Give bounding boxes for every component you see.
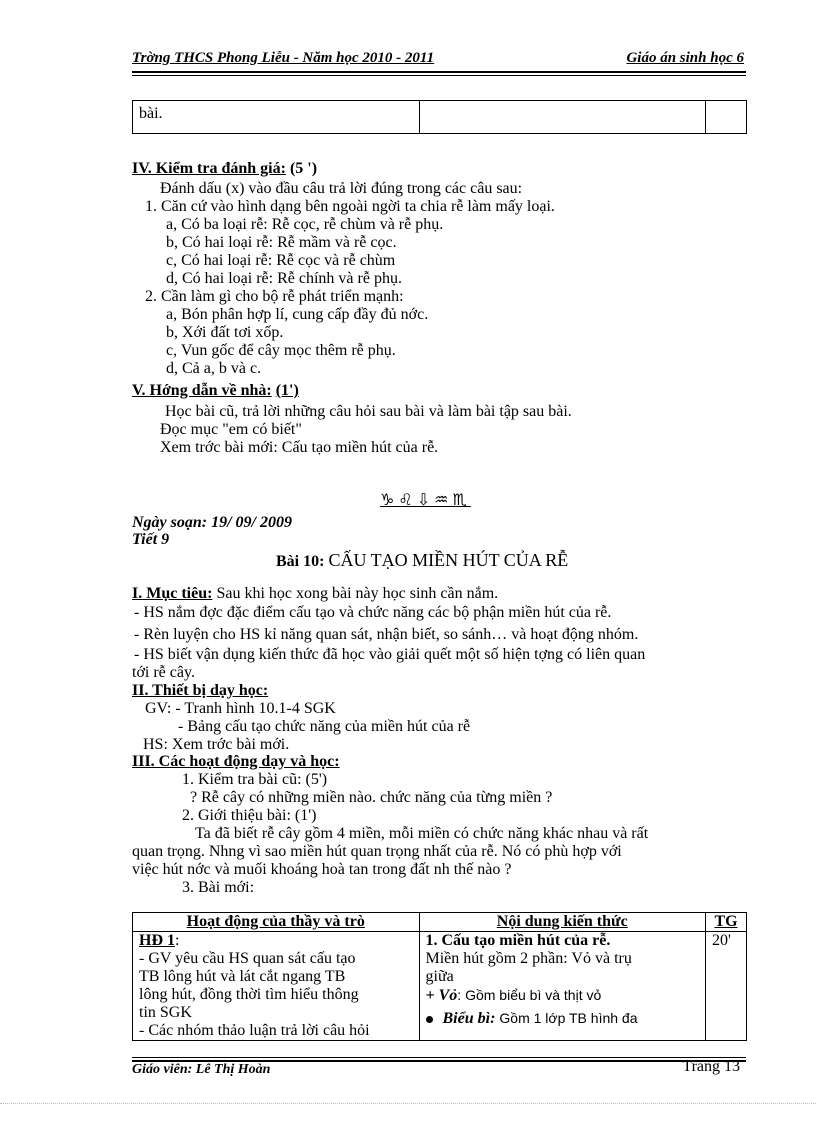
knowledge-bieubi-label: Biểu bì:	[442, 1010, 496, 1027]
knowledge-bieubi-text: Gồm 1 lớp TB hình đa	[499, 1010, 638, 1026]
top-table-cell-1: bài.	[133, 101, 420, 134]
header-knowledge: Nội dung kiến thức	[419, 913, 706, 932]
decorative-divider: ♑♌⇩♒♏	[380, 490, 471, 509]
q2-option-b: b, Xới đất tơi xốp.	[166, 324, 284, 341]
section5-time: (1')	[275, 382, 299, 399]
equipment-gv: GV: - Tranh hình 10.1-4 SGK	[145, 700, 336, 717]
homework-line-2: Đọc mục "em có biết"	[160, 421, 302, 438]
objective-3: - HS biết vận dụng kiến thức đã học vào giải quết một số hiện tợng có liên quan	[134, 646, 646, 663]
activity-line-4: tin SGK	[139, 1004, 192, 1021]
equipment-hs: HS: Xem trớc bài mới.	[143, 736, 290, 753]
section4-heading-row	[132, 160, 317, 178]
activity-cell	[133, 932, 420, 1041]
section4-time: (5 ')	[289, 160, 318, 177]
objectives-heading-row	[132, 585, 498, 603]
lesson-title-row	[276, 550, 568, 571]
footer-rule-thin	[132, 1057, 746, 1058]
objectives-heading: I. Mục tiêu:	[132, 585, 213, 602]
knowledge-bieubi-row	[426, 1009, 700, 1028]
activity-1-question: ? Rễ cây có những miền nào. chức năng của từng miền ?	[190, 789, 553, 806]
top-table-cell-3	[706, 101, 747, 134]
question-2: 2. Cần làm gì cho bộ rễ phát triển mạnh:	[145, 288, 404, 305]
time-cell: 20'	[706, 932, 747, 1041]
section4-heading: IV. Kiểm tra đánh giá:	[132, 160, 286, 177]
q1-option-a: a, Có ba loại rễ: Rễ cọc, rễ chùm và rễ phụ.	[166, 216, 444, 233]
intro-para-2: quan trọng. Nhng vì sao miền hút quan trọng nhất của rễ. Nó có phù hợp với	[132, 843, 622, 860]
homework-line-1: Học bài cũ, trả lời những câu hỏi sau bài và làm bài tập sau bài.	[165, 403, 572, 420]
header-time: TG	[706, 913, 747, 932]
section5-heading: V. Hớng dẫn về nhà:	[132, 382, 272, 399]
q2-option-d: d, Cả a, b và c.	[166, 360, 262, 377]
objective-2: - Rèn luyện cho HS kỉ năng quan sát, nhận biết, so sánh… và hoạt động nhóm.	[134, 626, 639, 643]
top-table-cell-2	[419, 101, 706, 134]
footer-page: Trang 13	[682, 1058, 740, 1075]
activity-line-5: - Các nhóm thảo luận trả lời câu hỏi	[139, 1022, 370, 1039]
lesson-title: CẤU TẠO MIỀN HÚT CỦA RỄ	[328, 550, 569, 570]
lesson-title-prefix: Bài 10:	[276, 553, 325, 570]
q1-option-d: d, Có hai loại rễ: Rễ chính và rễ phụ.	[166, 270, 402, 287]
knowledge-vo-label: + Vỏ	[425, 987, 458, 1004]
objective-3-cont: tới rễ cây.	[132, 664, 195, 681]
lesson-table-header	[133, 913, 747, 932]
q1-option-c: c, Có hai loại rễ: Rễ cọc và rễ chùm	[166, 252, 396, 269]
q2-option-c: c, Vun gốc để cây mọc thêm rễ phụ.	[166, 342, 396, 359]
q2-option-a: a, Bón phân hợp lí, cung cấp đầy đủ nớc.	[166, 306, 429, 323]
activities-heading: III. Các hoạt động dạy và học:	[132, 753, 340, 770]
activity-line-3: lông hút, đồng thời tìm hiểu thông	[139, 986, 359, 1003]
activity-label: HĐ 1	[139, 932, 175, 949]
section4-intro: Đánh dấu (x) vào đầu câu trả lời đúng trong các câu sau:	[160, 180, 523, 197]
lesson-table-row	[133, 932, 747, 1041]
activity-1: 1. Kiểm tra bài cũ: (5')	[182, 771, 328, 788]
activity-label-colon: :	[175, 932, 180, 949]
homework-line-3: Xem trớc bài mới: Cấu tạo miền hút của rễ.	[160, 439, 439, 456]
header-rule-thin	[132, 75, 746, 76]
section5-heading-row	[132, 382, 299, 400]
question-1: 1. Căn cứ vào hình dạng bên ngoài ngời ta chia rễ làm mấy loại.	[145, 198, 555, 215]
objective-1: - HS nắm đợc đặc điểm cấu tạo và chức năng các bộ phận miền hút của rễ.	[134, 604, 612, 621]
knowledge-line-2: giữa	[425, 968, 454, 985]
equipment-gv-2: - Bảng cấu tạo chức năng của miền hút của rễ	[178, 718, 471, 735]
page-edge	[0, 1103, 816, 1104]
objectives-intro: Sau khi học xong bài này học sinh cần nắm.	[216, 585, 499, 602]
knowledge-title: 1. Cấu tạo miền hút của rễ.	[425, 932, 611, 949]
q1-option-b: b, Có hai loại rễ: Rễ mầm và rễ cọc.	[166, 234, 397, 251]
intro-para-3: việc hút nớc và muối khoáng hoà tan trong đất nh thế nào ?	[132, 861, 512, 878]
lesson-table	[132, 912, 747, 1041]
equipment-heading: II. Thiết bị dạy học:	[132, 682, 269, 699]
lesson-date: Ngày soạn: 19/ 09/ 2009	[132, 514, 292, 531]
header-rule	[132, 71, 746, 73]
activity-label-row	[139, 932, 413, 950]
header-teacher-student: Hoạt động của thầy và trò	[133, 913, 420, 932]
activity-line-1: - GV yêu cầu HS quan sát cấu tạo	[139, 950, 356, 967]
top-table	[132, 100, 747, 134]
knowledge-vo-text: : Gồm biểu bì và thịt vỏ	[457, 987, 602, 1003]
bullet-icon	[426, 1016, 433, 1023]
knowledge-line-1: Miền hút gồm 2 phần: Vỏ và trụ	[425, 950, 632, 967]
activity-3: 3. Bài mới:	[182, 879, 255, 896]
activity-2: 2. Giới thiệu bài: (1')	[182, 807, 317, 824]
header-school: Trờng THCS Phong Liễu - Năm học 2010 - 2011	[132, 50, 435, 66]
activity-line-2: TB lông hút và lát cắt ngang TB	[139, 968, 346, 985]
intro-para-1: Ta đã biết rễ cây gồm 4 miền, mỗi miền có chức năng khác nhau và rất	[195, 825, 649, 842]
footer-teacher: Giáo viên: Lê Thị Hoàn	[132, 1062, 271, 1077]
header-subject: Giáo án sinh học 6	[626, 50, 744, 66]
knowledge-cell	[419, 932, 706, 1041]
knowledge-vo-row	[426, 986, 700, 1005]
lesson-period: Tiết 9	[132, 531, 170, 548]
